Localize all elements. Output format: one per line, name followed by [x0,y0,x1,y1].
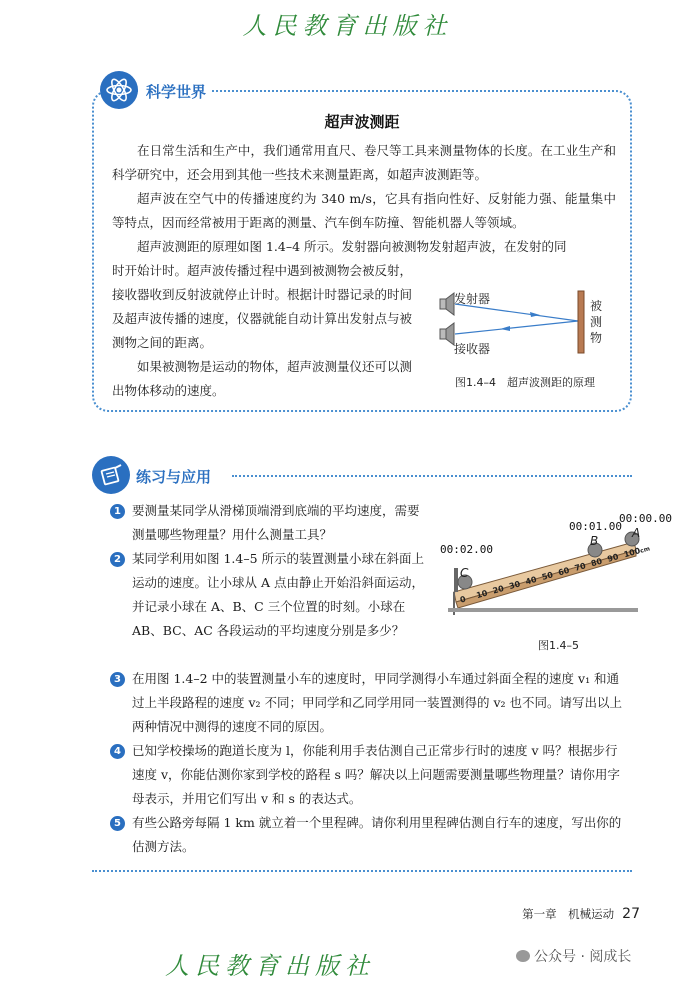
paragraph-3-rest: 时开始计时。超声波传播过程中遇到被测物会被反射，接收器收到反射波就停止计时。根据计时器记录的时间及超声波传播的速度，仪器就能自动计算出发射点与被测物之间的距离。 [112,263,413,350]
time-c: 00:02.00 [440,543,493,556]
question-number-2: 2 [110,552,125,567]
watermark [516,946,631,966]
tick-label: 50 [540,570,555,582]
question-1: 要测量某同学从滑梯顶端滑到底端的平均速度，需要测量哪些物理量？用什么测量工具？ [132,503,420,542]
bottom-divider [92,870,632,872]
paragraph-2: 超声波在空气中的传播速度约为 340 m/s，它具有指向性好、反射能力强、能量集中等特点，因而经常被用于距离的测量、汽车倒车防撞、智能机器人等领域。 [112,191,616,230]
tick-label: 10 [475,588,489,601]
figure-1-4-5-caption: 图1.4–5 [538,639,579,652]
receiver-icon [440,323,454,345]
question-number-5: 5 [110,816,125,831]
label-a: A [632,526,641,540]
page-footer [480,906,640,922]
incline-diagram [440,520,640,620]
label-b: B [590,534,599,548]
paragraph-3-line1: 超声波测距的原理如图 1.4–4 所示。发射器向被测物发射超声波，在发射的同 [137,239,567,254]
watermark-text: 公众号 · 阅成长 [534,949,632,965]
question-5: 有些公路旁每隔 1 km 就立着一个里程碑。请你利用里程碑估测自行车的速度，写出你的估测方法。 [132,815,622,854]
question-2: 某同学利用如图 1.4–5 所示的装置测量小球在斜面上运动的速度。让小球从 A 点由静止开始沿斜面运动，并记录小球在 A、B、C 三个位置的时刻。小球在 AB、BC、AC 各段运动的平均速度分别是多少？ [132,551,425,638]
paragraph-1: 在日常生活和生产中，我们通常用直尺、卷尺等工具来测量物体的长度。在工业生产和科学研究中，还会用到其他一些技术来测量距离，如超声波测距等。 [112,143,616,182]
question-number-4: 4 [110,744,125,759]
unit-label: cm [639,545,651,555]
tick-label: 60 [557,565,571,578]
figure-1-4-4-caption: 图1.4–4 超声波测距的原理 [455,376,595,389]
science-world-label: 科学世界 [140,81,212,102]
chapter-label: 第一章 机械运动 [522,907,615,921]
tick-label: 0 [459,594,467,605]
question-number-1: 1 [110,504,125,519]
wechat-icon [516,950,530,962]
emitter-icon [440,293,454,315]
question-3: 在用图 1.4–2 中的装置测量小车的速度时，甲同学测得小车通过斜面全程的速度 v₁ 和通过上半段路程的速度 v₂ 不同；甲同学和乙同学用同一装置测得的 v₂ 也不同。请写出以上两种情况中测得的速度不同的原因。 [132,671,623,734]
tick-label: 80 [590,556,604,569]
time-b: 00:01.00 [569,520,622,533]
practice-divider [232,475,632,477]
publisher-logo-top: 人民教育出版社 [242,12,453,40]
tick-label: 20 [491,583,505,596]
receiver-label: 接收器 [454,342,491,356]
pencil-book-icon [92,456,130,494]
label-c: C [460,566,469,580]
atom-icon [100,71,138,109]
emitter-label: 发射器 [454,292,491,306]
practice-label: 练习与应用 [130,466,217,487]
question-4: 已知学校操场的跑道长度为 l，你能利用手表估测自己正常步行时的速度 v 吗？根据步行速度 v，你能估测你家到学校的路程 s 吗？解决以上问题需要测量哪些物理量？请你用字母表示，并用它们写出 v 和 s 的表达式。 [132,743,620,806]
time-a: 00:00.00 [619,512,672,525]
tick-label: 40 [524,574,538,587]
page-number: 27 [622,906,640,922]
tick-label: 100 [622,546,642,560]
paragraph-4: 如果被测物是运动的物体，超声波测量仪还可以测出物体移动的速度。 [112,359,413,398]
publisher-logo-bottom: 人民教育出版社 [165,952,375,980]
tick-label: 30 [508,579,522,592]
question-number-3: 3 [110,672,125,687]
target-label: 被测物 [590,299,603,345]
tick-label: 90 [606,552,620,564]
tick-label: 70 [573,561,587,573]
article-title: 超声波测距 [324,113,400,131]
